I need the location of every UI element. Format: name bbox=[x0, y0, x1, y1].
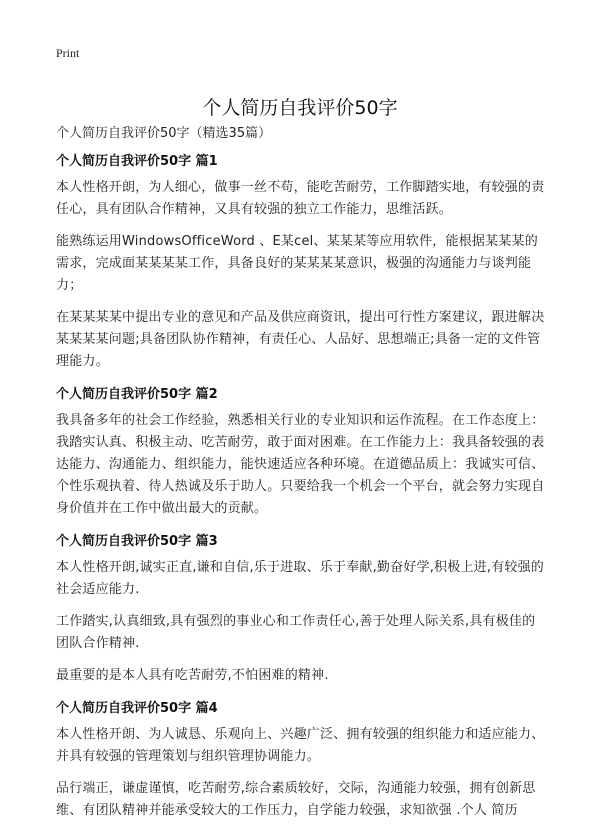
page-title: 个人简历自我评价50字 bbox=[202, 96, 398, 119]
print-label: Print bbox=[56, 46, 80, 60]
paragraph: 品行端正，谦虚谨慎，吃苦耐劳,综合素质较好，交际，沟通能力较强，拥有创新思维、有团队精神并能承受较大的工作压力，自学能力较强，求知欲强 .个人 简历 bbox=[56, 781, 536, 818]
page-subtitle: 个人简历自我评价50字（精选35篇） bbox=[56, 126, 272, 141]
section-heading: 个人简历自我评价50字 篇3 bbox=[56, 534, 218, 549]
paragraph: 我具备多年的社会工作经验，熟悉相关行业的专业知识和运作流程。在工作态度上：我踏实认真、积极主动、吃苦耐劳，敢于面对困难。在工作能力上：我具备较强的表达能力、沟通能力、组织能力，能快速适应各种环境。在道德品质上：我诚实可信、个性乐观执着、待人热诚及乐于助人。只要给我一个机会一个平台，就会努力实现自身价值并在工作中做出最大的贡献。 bbox=[56, 413, 545, 516]
paragraph: 在某某某某中提出专业的意见和产品及供应商资讯，提出可行性方案建议，跟进解决某某某某问题;具备团队协作精神，有责任心、人品好、思想端正;具备一定的文件管理能力。 bbox=[56, 310, 545, 369]
paragraph: 能熟练运用WindowsOfficeWord 、E某cel、某某某等应用软件，能根据某某某的需求，完成面某某某某工作，具备良好的某某某某意识，极强的沟通能力与谈判能力； bbox=[56, 234, 538, 293]
paragraph: 本人性格开朗、为人诚恳、乐观向上、兴趣广泛、拥有较强的组织能力和适应能力、并具有较强的管理策划与组织管理协调能力。 bbox=[56, 727, 545, 764]
section-heading: 个人简历自我评价50字 篇1 bbox=[56, 154, 218, 169]
section-heading: 个人简历自我评价50字 篇2 bbox=[56, 387, 218, 402]
section-4 bbox=[56, 697, 546, 822]
paragraph: 工作踏实,认真细致,具有强烈的事业心和工作责任心,善于处理人际关系,具有极佳的团队合作精神. bbox=[56, 614, 536, 651]
section-2 bbox=[56, 383, 546, 520]
section-1 bbox=[56, 150, 546, 373]
paragraph: 本人性格开朗,诚实正直,谦和自信,乐于进取、乐于奉献,勤奋好学,积极上进,有较强的社会适应能力. bbox=[56, 560, 544, 597]
paragraph: 最重要的是本人具有吃苦耐劳,不怕困难的精神. bbox=[56, 668, 329, 683]
section-heading: 个人简历自我评价50字 篇4 bbox=[56, 701, 218, 716]
section-3 bbox=[56, 530, 546, 687]
paragraph: 本人性格开朗，为人细心，做事一丝不苟，能吃苦耐劳，工作脚踏实地，有较强的责任心，具有团队合作精神，又具有较强的独立工作能力，思维活跃。 bbox=[56, 180, 545, 217]
document-body bbox=[56, 150, 546, 832]
